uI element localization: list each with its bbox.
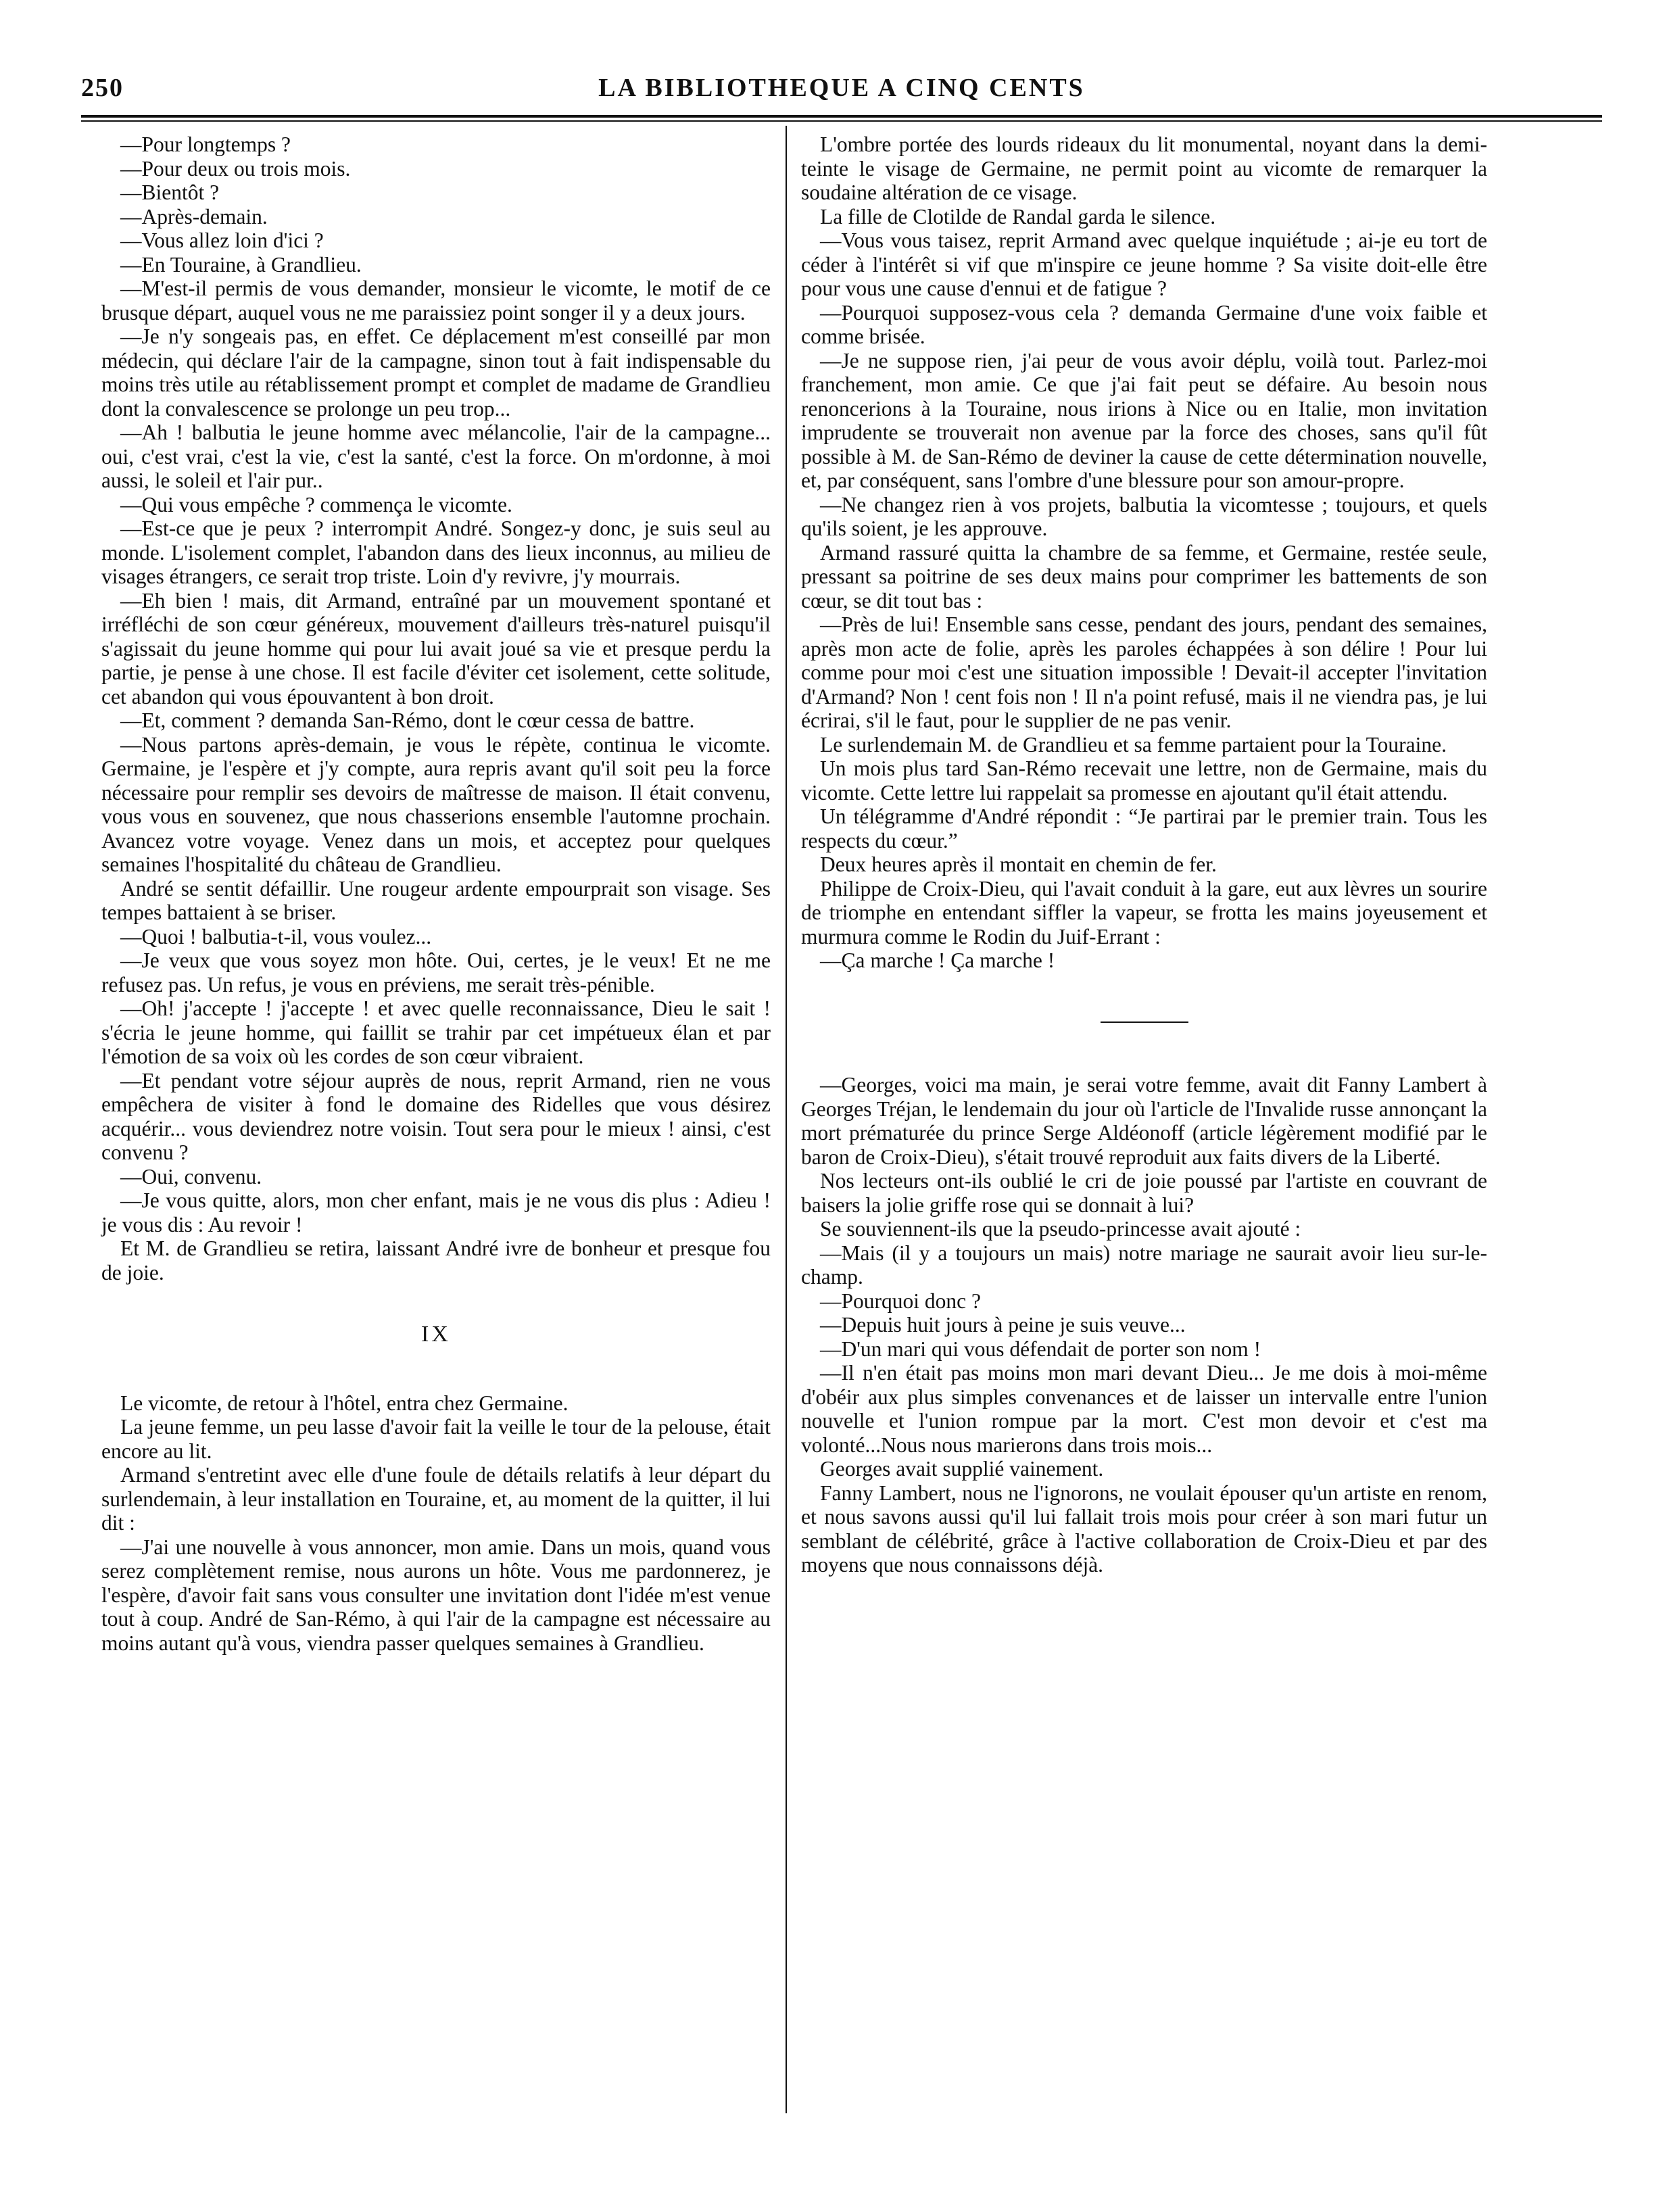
paragraph: Georges avait supplié vainement. [820,1457,1104,1481]
running-title: LA BIBLIOTHEQUE A CINQ CENTS [598,74,1085,102]
chapter-text [101,1391,771,1656]
page-header [81,73,1602,114]
paragraph: —Il n'en était pas moins mon mari devant Dieu... Je me dois à moi-même d'obéir aux plus simples convenances et de laisser un intervalle entre l'union nouvelle et l'union rompue par la mort. C'est mon devoir et c'est ma volonté...Nous nous marierons dans trois mois... [801,1361,1487,1457]
paragraph: —Je vous quitte, alors, mon cher enfant, mais je ne vous dis plus : Adieu ! je vous dis : Au revoir ! [101,1188,771,1236]
paragraph: Nos lecteurs ont-ils oublié le cri de joie poussé par l'artiste en couvrant de baisers la jolie griffe rose qui se donnait à lui? [801,1169,1487,1217]
paragraph: Un télégramme d'André répondit : “Je partirai par le premier train. Tous les respects du cœur.” [801,804,1487,852]
column-divider [786,126,787,2113]
paragraph: —Depuis huit jours à peine je suis veuve... [820,1313,1186,1337]
header-rule-thin [81,120,1602,122]
paragraph: —Georges, voici ma main, je serai votre femme, avait dit Fanny Lambert à Georges Tréjan, le lendemain du jour où l'article de l'Invalide russe annonçant la mort prématurée du prince Serge Aldéonoff (article légèrement modifié par le baron de Croix-Dieu), s'était trouvé reproduit aux faits divers de la Liberté. [801,1073,1487,1169]
paragraph: Armand s'entretint avec elle d'une foule de détails relatifs à leur départ du surlendemain, à leur installation en Touraine, et, au moment de la quitter, il lui dit : [101,1463,771,1535]
paragraph: —Ça marche ! Ça marche ! [820,948,1055,972]
paragraph: —Quoi ! balbutia-t-il, vous voulez... [120,924,432,948]
chapter-heading: IX [421,1322,451,1347]
paragraph: Le surlendemain M. de Grandlieu et sa femme partaient pour la Touraine. [820,732,1447,756]
paragraph: —Ne changez rien à vos projets, balbutia la vicomtesse ; toujours, et quels qu'ils soient, je les approuve. [801,492,1487,540]
page-number: 250 [81,74,124,102]
paragraph: Un mois plus tard San-Rémo recevait une lettre, non de Germaine, mais du vicomte. Cette lettre lui rappelait sa promesse en ajoutant qu'il était attendu. [801,756,1487,804]
paragraph: —Ah ! balbutia le jeune homme avec mélancolie, l'air de la campagne... oui, c'est vrai, c'est la vie, c'est la santé, c'est la force. On m'ordonne, à moi aussi, le soleil et l'air pur.. [101,420,771,492]
paragraph: —Eh bien ! mais, dit Armand, entraîné par un mouvement spontané et irréfléchi de son cœur généreux, mouvement d'ailleurs très-naturel puisqu'il s'agissait du jeune homme qui pour lui avait joué sa vie et presque perdu la partie, je pense à une chose. Il est facile d'éviter cet isolement, cette solitude, cet abandon qui vous épouvantent à bon droit. [101,588,771,708]
left-column-text [101,133,771,1284]
left-column [101,133,771,1655]
paragraph: —Oh! j'accepte ! j'accepte ! et avec quelle reconnaissance, Dieu le sait ! s'écria le jeune homme, qui faillit se trahir par cet impétueux élan et par l'émotion de sa voix où les cordes de son cœur vibraient. [101,996,771,1068]
paragraph: —D'un mari qui vous défendait de porter son nom ! [820,1337,1261,1361]
paragraph: —Je n'y songeais pas, en effet. Ce déplacement m'est conseillé par mon médecin, qui déclare l'air de la campagne, sinon tout à fait indispensable du moins très utile au rétablissement prompt et complet de madame de Grandlieu dont la convalescence se prolonge un peu trop... [101,324,771,420]
paragraph: —Après-demain. [120,204,268,229]
paragraph: —Oui, convenu. [120,1164,262,1188]
paragraph: —Nous partons après-demain, je vous le répète, continua le vicomte. Germaine, je l'espère et j'y compte, aura repris avant qu'il soit peu la force nécessaire pour remplir ses devoirs de maîtresse de maison. Il était convenu, vous vous en souvenez, que nous chasserions ensemble l'automne prochain. Avancez votre voyage. Venez dans un mois, et acceptez pour quelques semaines l'hospitalité du château de Grandlieu. [101,732,771,876]
paragraph: —Et pendant votre séjour auprès de nous, reprit Armand, rien ne vous empêchera de visiter à fond le domaine des Ridelles que vous désirez acquérir... vous deviendrez notre voisin. Tout sera pour le mieux ! ainsi, c'est convenu ? [101,1068,771,1164]
header-rule [81,115,1602,118]
paragraph: Armand rassuré quitta la chambre de sa femme, et Germaine, restée seule, pressant sa poitrine de ses deux mains pour comprimer les battements de son cœur, se dit tout bas : [801,540,1487,612]
paragraph: La fille de Clotilde de Randal garda le silence. [820,204,1216,229]
paragraph: L'ombre portée des lourds rideaux du lit monumental, noyant dans la demi-teinte le visage de Germaine, ne permit point au vicomte de remarquer la soudaine altération de ce visage. [801,133,1487,204]
paragraph: La jeune femme, un peu lasse d'avoir fait la veille le tour de la pelouse, était encore au lit. [101,1415,771,1463]
paragraph: —Pour deux ou trois mois. [120,156,351,181]
paragraph: Et M. de Grandlieu se retira, laissant André ivre de bonheur et presque fou de joie. [101,1236,771,1284]
right-column-text [801,133,1487,973]
paragraph: André se sentit défaillir. Une rougeur ardente empourprait son visage. Ses tempes battaient à se briser. [101,876,771,924]
right-column-text-continued [801,1073,1487,1577]
paragraph: —Est-ce que je peux ? interrompit André. Songez-y donc, je suis seul au monde. L'isolement complet, l'abandon dans des lieux inconnus, au milieu de visages étrangers, ce serait trop triste. Loin d'y revivre, j'y mourrais. [101,516,771,588]
paragraph: —Pour longtemps ? [120,133,291,156]
paragraph: —Bientôt ? [120,181,220,204]
paragraph: —M'est-il permis de vous demander, monsieur le vicomte, le motif de ce brusque départ, auquel vous ne me paraissiez point songer il y a deux jours. [101,276,771,324]
paragraph: Deux heures après il montait en chemin de fer. [820,852,1217,876]
paragraph: Le vicomte, de retour à l'hôtel, entra chez Germaine. [120,1391,569,1415]
paragraph: —Qui vous empêche ? commença le vicomte. [120,492,512,516]
paragraph: Philippe de Croix-Dieu, qui l'avait conduit à la gare, eut aux lèvres un sourire de triomphe en entendant siffler la vapeur, se frotta les mains joyeusement et murmura comme le Rodin du Juif-Errant : [801,876,1487,948]
paragraph: —Vous allez loin d'ici ? [120,229,324,252]
paragraph: —Pourquoi donc ? [820,1289,981,1313]
paragraph: —Et, comment ? demanda San-Rémo, dont le cœur cessa de battre. [120,708,695,732]
paragraph: —Vous vous taisez, reprit Armand avec quelque inquiétude ; ai-je eu tort de céder à l'intérêt si vif que m'inspire ce jeune homme ? Sa visite doit-elle être pour vous une cause d'ennui et de fatigue ? [801,229,1487,300]
paragraph: —Pourquoi supposez-vous cela ? demanda Germaine d'une voix faible et comme brisée. [801,300,1487,348]
paragraph: —Mais (il y a toujours un mais) notre mariage ne saurait avoir lieu sur-le-champ. [801,1241,1487,1289]
paragraph: —J'ai une nouvelle à vous annoncer, mon amie. Dans un mois, quand vous serez complètement remise, nous aurons un hôte. Vous me pardonnerez, je l'espère, d'avoir fait sans vous consulter une invitation dont l'idée m'est venue tout à coup. André de San-Rémo, à qui l'air de la campagne est nécessaire au moins autant qu'à vous, viendra passer quelques semaines à Grandlieu. [101,1535,771,1655]
paragraph: Se souviennent-ils que la pseudo-princesse avait ajouté : [820,1217,1301,1241]
paragraph: —En Touraine, à Grandlieu. [120,252,362,276]
paragraph: —Je veux que vous soyez mon hôte. Oui, certes, je le veux! Et ne me refusez pas. Un refus, je vous en préviens, me serait très-pénible. [101,948,771,996]
paragraph: —Je ne suppose rien, j'ai peur de vous avoir déplu, voilà tout. Parlez-moi franchement, mon amie. Ce que j'ai fait peut se défaire. Au besoin nous renoncerions à la Touraine, nous irions à Nice ou en Italie, mon invitation imprudente se trouverait non avenue par la force des choses, sans qu'il fût possible à M. de San-Rémo de deviner la cause de cette détermination nouvelle, et, par conséquent, sans l'ombre d'une blessure pour son amour-propre. [801,348,1487,492]
paragraph: —Près de lui! Ensemble sans cesse, pendant des jours, pendant des semaines, après mon acte de folie, après les paroles échappées à son délire ! Pour lui comme pour moi c'est une situation impossible ! Devait-il accepter l'invitation d'Armand? Non ! cent fois non ! Il n'a point refusé, mais il ne viendra pas, je lui écrirai, s'il le faut, pour le supplier de ne pas venir. [801,612,1487,732]
section-separator [1101,1021,1188,1024]
paragraph: Fanny Lambert, nous ne l'ignorons, ne voulait épouser qu'un artiste en renom, et nous savons aussi qu'il lui fallait trois mois pour créer à son mari futur un semblant de célébrité, grâce à l'active collaboration de Croix-Dieu et par des moyens que nous connaissons déjà. [801,1481,1487,1577]
right-column [801,133,1487,1577]
